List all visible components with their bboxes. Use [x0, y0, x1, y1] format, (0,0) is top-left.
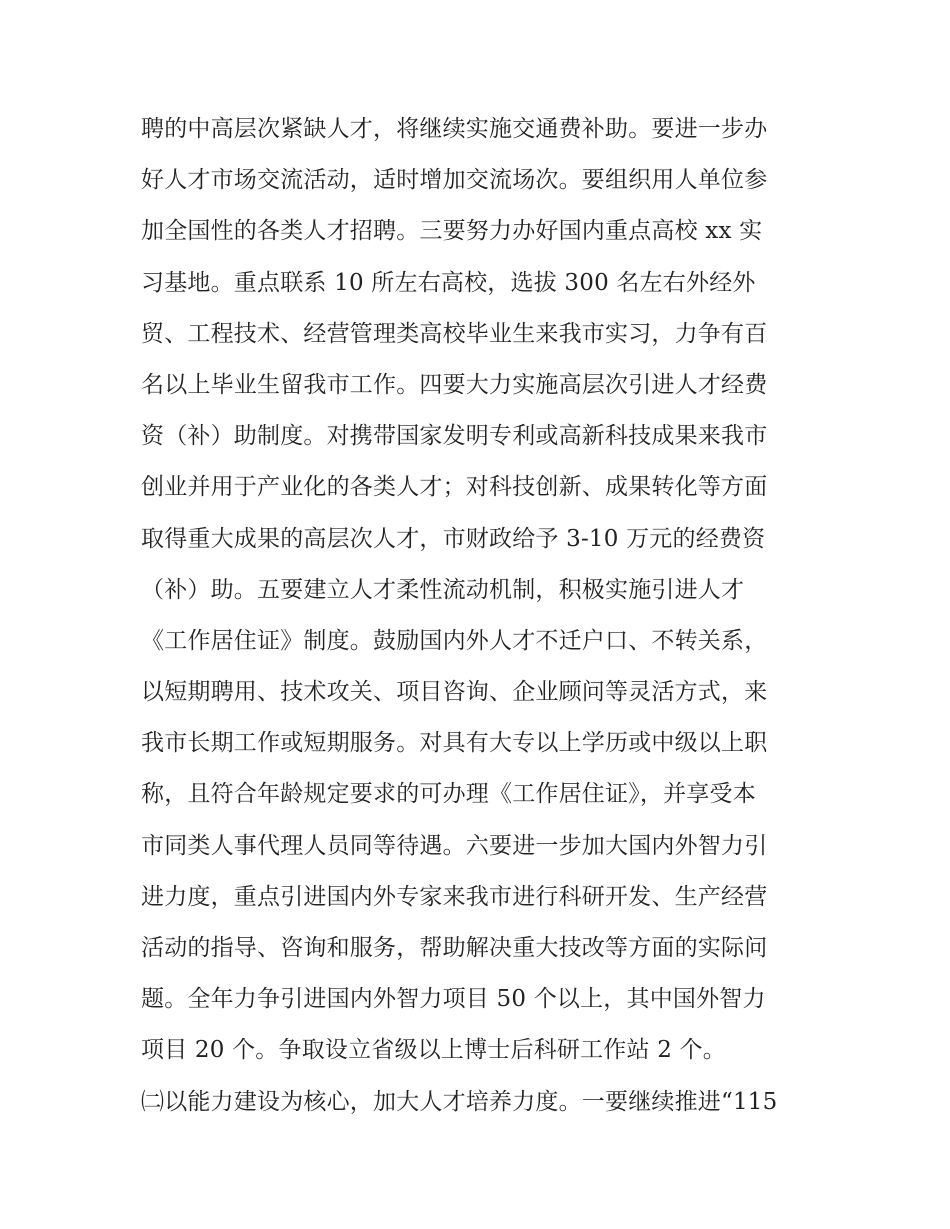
- text-line: 加全国性的各类人才招聘。三要努力办好国内重点高校 xx 实: [141, 218, 763, 245]
- text-line: 以短期聘用、技术攻关、项目咨询、企业顾问等灵活方式，来: [141, 679, 768, 706]
- text-line: 市同类人事代理人员同等待遇。六要进一步加大国内外智力引: [141, 832, 768, 859]
- text-line: 名以上毕业生留我市工作。四要大力实施高层次引进人才经费: [141, 371, 768, 398]
- section-heading-line: ㈡以能力建设为核心，加大人才培养力度。一要继续推进“115: [141, 1088, 778, 1115]
- text-line: （补）助。五要建立人才柔性流动机制，积极实施引进人才: [141, 576, 745, 603]
- text-line: 取得重大成果的高层次人才，市财政给予 3-10 万元的经费资: [141, 525, 766, 552]
- body-text: [141, 104, 831, 1128]
- text-line: 进力度，重点引进国内外专家来我市进行科研开发、生产经营: [141, 883, 768, 910]
- text-line: 活动的指导、咨询和服务，帮助解决重大技改等方面的实际问: [141, 935, 768, 961]
- text-line: 习基地。重点联系 10 所左右高校，选拔 300 名左右外经外: [141, 269, 756, 296]
- text-line: 资（补）助制度。对携带国家发明专利或高新科技成果来我市: [141, 423, 768, 450]
- text-line: 项目 20 个。争取设立省级以上博士后科研工作站 2 个。: [141, 1037, 726, 1064]
- text-line: 称，且符合年龄规定要求的可办理《工作居住证》，并享受本: [141, 781, 756, 808]
- text-line: 聘的中高层次紧缺人才，将继续实施交通费补助。要进一步办: [141, 116, 768, 142]
- text-line: 题。全年力争引进国内外智力项目 50 个以上，其中国外智力: [141, 986, 766, 1013]
- text-line: 好人才市场交流活动，适时增加交流场次。要组织用人单位参: [141, 167, 768, 194]
- text-line: 《工作居住证》制度。鼓励国内外人才不迁户口、不转关系，: [141, 627, 768, 654]
- text-line: 创业并用于产业化的各类人才；对科技创新、成果转化等方面: [141, 474, 768, 501]
- text-line: 我市长期工作或短期服务。对具有大专以上学历或中级以上职: [141, 730, 768, 757]
- text-line: 贸、工程技术、经营管理类高校毕业生来我市实习，力争有百: [141, 320, 768, 347]
